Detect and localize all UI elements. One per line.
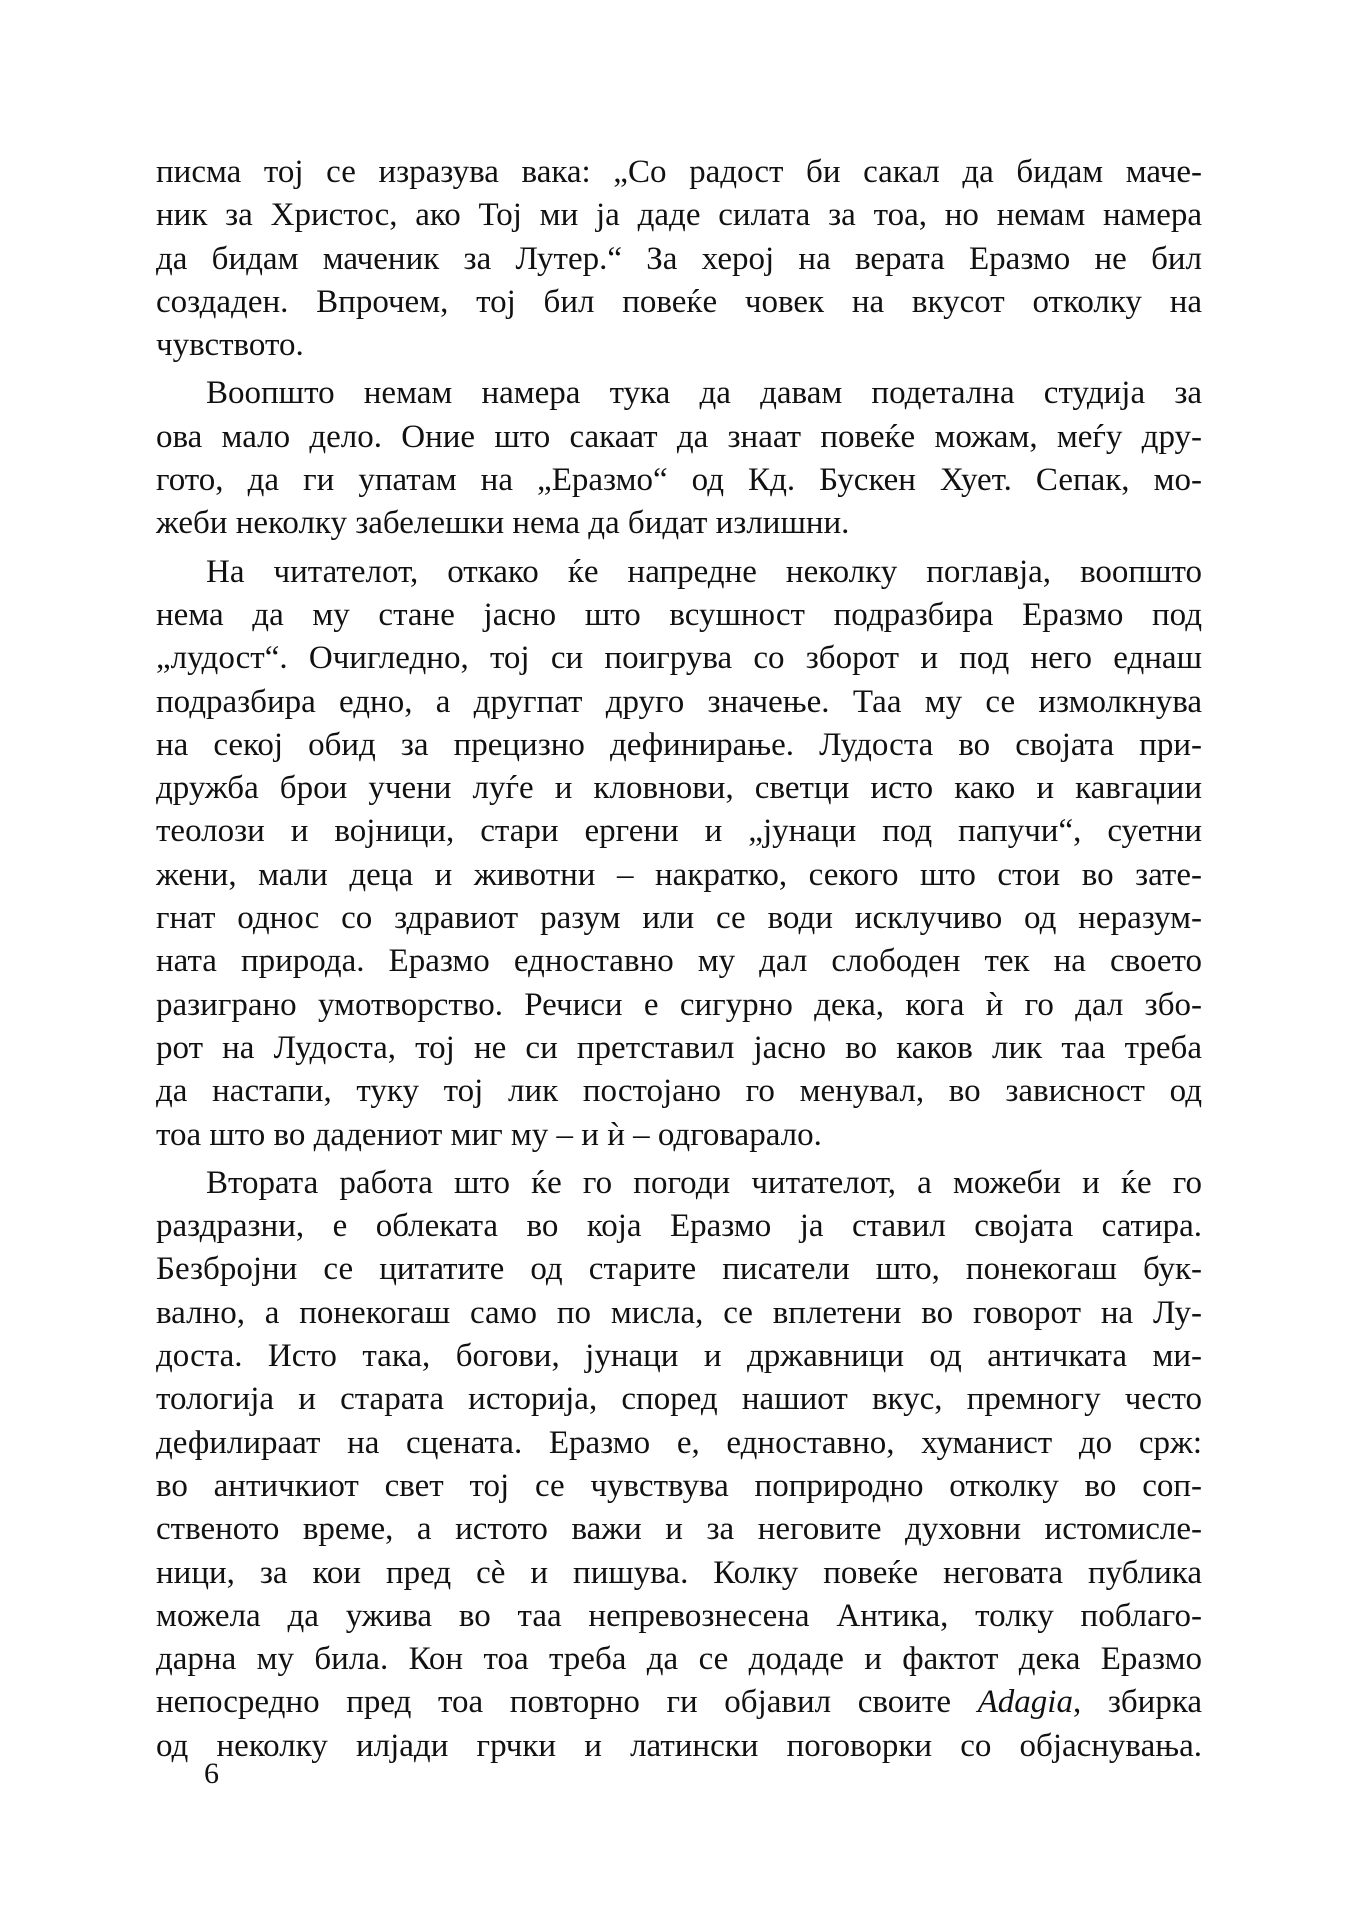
text-line: ната природа. Еразмо едноставно му дал слободен тек на своето xyxy=(156,943,1202,980)
text-line: од неколку илјади грчки и латински поговорки со објаснувања. xyxy=(156,1727,1202,1764)
paragraph xyxy=(156,151,1202,367)
text-line: создаден. Впрочем, тој бил повеќе човек на вкусот отколку на xyxy=(156,283,1202,320)
text-line: „лудост“. Очигледно, тој си поигрува со зборот и под него еднаш xyxy=(156,640,1202,677)
text-line: вално, а понекогаш само по мисла, се вплетени во говорот на Лу- xyxy=(156,1294,1202,1331)
text-line: Безбројни се цитатите од старите писатели што, понекогаш бук- xyxy=(156,1251,1202,1288)
text-line: разиграно умотворство. Речиси е сигурно дека, кога ѝ го дал збо- xyxy=(156,986,1202,1023)
page-number: 6 xyxy=(204,1757,219,1790)
text-line: гнат однос со здравиот разум или се води исклучиво од неразум- xyxy=(156,900,1202,937)
text-line: нема да му стане јасно што всушност подразбира Еразмо под xyxy=(156,596,1202,633)
text-line: Воопшто немам намера тука да давам подетална студија за xyxy=(206,375,1202,412)
text-line: гото, да ги упатам на „Еразмо“ од Кд. Бускен Хует. Сепак, мо- xyxy=(156,462,1202,499)
text-line: чувството. xyxy=(156,327,304,364)
text-line: Втората работа што ќе го погоди читателот, а можеби и ќе го xyxy=(206,1164,1202,1201)
text-line: ници, за кои пред сè и пишува. Колку повеќе неговата публика xyxy=(156,1554,1202,1591)
text-line: жеби неколку забелешки нема да бидат излишни. xyxy=(156,505,850,542)
text-line: на секој обид за прецизно дефинирање. Лудоста во својата при- xyxy=(156,726,1202,763)
body-text xyxy=(156,151,1202,1768)
text-line: ственото време, а истото важи и за неговите духовни истомисле- xyxy=(156,1511,1202,1548)
text-line: доста. Исто така, богови, јунаци и државници од античката ми- xyxy=(156,1338,1202,1375)
text-line: писма тој се изразува вака: „Со радост би сакал да бидам маче- xyxy=(156,154,1202,190)
italic-title: Adagia xyxy=(977,1684,1073,1721)
text-line: теолози и војници, стари ергени и „јунаци под папучи“, суетни xyxy=(156,813,1202,850)
paragraph xyxy=(156,1162,1202,1768)
text-line: ова мало дело. Оние што сакаат да знаат повеќе можам, меѓу дру- xyxy=(156,418,1202,455)
text-line: да настапи, туку тој лик постојано го менувал, во зависност од xyxy=(156,1073,1202,1110)
text-line: ник за Христос, ако Тој ми ја даде силата за тоа, но немам намера xyxy=(156,197,1202,234)
paragraph xyxy=(156,551,1202,1157)
text-line: тологија и старата историја, според нашиот вкус, премногу често xyxy=(156,1381,1202,1418)
text-line: непосредно пред тоа повторно ги објавил своите Adagia, збирка xyxy=(156,1684,1202,1721)
paragraph xyxy=(156,372,1202,545)
text-line: во античкиот свет тој се чувствува поприродно отколку во соп- xyxy=(156,1467,1202,1504)
text-fragment: , збирка xyxy=(1072,1684,1202,1721)
text-line: жени, мали деца и животни – накратко, секого што стои во зате- xyxy=(156,856,1202,893)
text-line: дружба брои учени луѓе и кловнови, светци исто како и кавгаџии xyxy=(156,770,1202,807)
text-line: да бидам маченик за Лутер.“ За херој на верата Еразмо не бил xyxy=(156,240,1202,277)
text-line: тоа што во дадениот миг му – и ѝ – одговарало. xyxy=(156,1116,822,1153)
text-line: раздразни, е облеката во која Еразмо ја ставил својата сатира. xyxy=(156,1208,1202,1245)
text-line: подразбира едно, а другпат друго значење. Таа му се измолкнува xyxy=(156,683,1202,720)
text-line: дефилираат на сцената. Еразмо е, едноставно, хуманист до срж: xyxy=(156,1424,1202,1461)
text-line: рот на Лудоста, тој не си претставил јасно во каков лик таа треба xyxy=(156,1029,1202,1066)
text-line: На читателот, откако ќе напредне неколку поглавја, воопшто xyxy=(206,553,1202,590)
text-line: можела да ужива во таа непревознесена Антика, толку поблаго- xyxy=(156,1597,1202,1634)
text-line: дарна му била. Кон тоа треба да се додаде и фактот дека Еразмо xyxy=(156,1641,1202,1678)
